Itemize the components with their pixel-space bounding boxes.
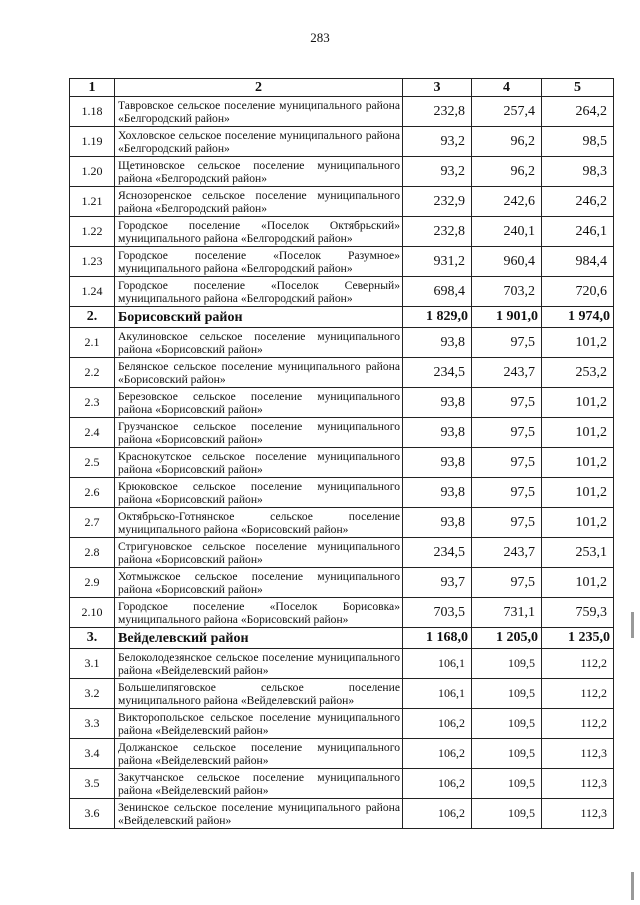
municipality-name: Белянское сельское поселение муниципального района «Борисовский район» <box>115 358 403 388</box>
value-col-4: 1 205,0 <box>472 628 542 649</box>
municipality-name: Городское поселение «Поселок Северный» муниципального района «Белгородский район» <box>115 277 403 307</box>
row-number: 1.22 <box>70 217 115 247</box>
value-col-3: 93,8 <box>403 388 472 418</box>
row-number: 3.2 <box>70 679 115 709</box>
table-row <box>70 598 614 628</box>
municipality-name: Викторопольское сельское поселение муниципального района «Вейделевский район» <box>115 709 403 739</box>
column-header-5: 5 <box>542 79 614 97</box>
municipality-name: Краснокутское сельское поселение муниципального района «Борисовский район» <box>115 448 403 478</box>
row-number: 3.1 <box>70 649 115 679</box>
value-col-4: 109,5 <box>472 799 542 829</box>
value-col-5: 253,2 <box>542 358 614 388</box>
value-col-3: 93,8 <box>403 478 472 508</box>
value-col-4: 97,5 <box>472 448 542 478</box>
value-col-3: 106,1 <box>403 679 472 709</box>
row-number: 2.10 <box>70 598 115 628</box>
municipality-name: Большелипяговское сельское поселение муниципального района «Вейделевский район» <box>115 679 403 709</box>
value-col-5: 101,2 <box>542 478 614 508</box>
value-col-5: 112,2 <box>542 709 614 739</box>
municipality-name: Крюковское сельское поселение муниципального района «Борисовский район» <box>115 478 403 508</box>
value-col-3: 232,8 <box>403 97 472 127</box>
municipality-name: Грузчанское сельское поселение муниципального района «Борисовский район» <box>115 418 403 448</box>
value-col-5: 253,1 <box>542 538 614 568</box>
value-col-5: 112,2 <box>542 679 614 709</box>
value-col-3: 703,5 <box>403 598 472 628</box>
table-row <box>70 508 614 538</box>
value-col-4: 97,5 <box>472 388 542 418</box>
value-col-3: 232,9 <box>403 187 472 217</box>
value-col-5: 101,2 <box>542 388 614 418</box>
table-row <box>70 679 614 709</box>
row-number: 1.18 <box>70 97 115 127</box>
value-col-3: 1 829,0 <box>403 307 472 328</box>
municipality-name: Акулиновское сельское поселение муниципального района «Борисовский район» <box>115 328 403 358</box>
value-col-3: 93,8 <box>403 418 472 448</box>
table-row <box>70 769 614 799</box>
value-col-5: 1 974,0 <box>542 307 614 328</box>
value-col-5: 101,2 <box>542 418 614 448</box>
table-row <box>70 448 614 478</box>
row-number: 2.2 <box>70 358 115 388</box>
value-col-3: 1 168,0 <box>403 628 472 649</box>
value-col-3: 93,2 <box>403 127 472 157</box>
table-row <box>70 217 614 247</box>
value-col-3: 106,2 <box>403 769 472 799</box>
scan-edge-mark <box>631 612 634 638</box>
table-row <box>70 127 614 157</box>
municipality-name: Вейделевский район <box>115 628 403 649</box>
row-number: 1.20 <box>70 157 115 187</box>
table-body <box>70 97 614 829</box>
row-number: 3. <box>70 628 115 649</box>
row-number: 3.3 <box>70 709 115 739</box>
value-col-4: 96,2 <box>472 127 542 157</box>
district-row <box>70 307 614 328</box>
value-col-3: 106,2 <box>403 799 472 829</box>
table-row <box>70 388 614 418</box>
table-row <box>70 568 614 598</box>
municipality-name: Закутчанское сельское поселение муниципального района «Вейделевский район» <box>115 769 403 799</box>
value-col-4: 257,4 <box>472 97 542 127</box>
value-col-3: 106,1 <box>403 649 472 679</box>
row-number: 2.4 <box>70 418 115 448</box>
table-row <box>70 247 614 277</box>
value-col-5: 98,3 <box>542 157 614 187</box>
value-col-4: 109,5 <box>472 709 542 739</box>
table-row <box>70 157 614 187</box>
value-col-4: 731,1 <box>472 598 542 628</box>
value-col-5: 759,3 <box>542 598 614 628</box>
value-col-3: 234,5 <box>403 538 472 568</box>
municipality-name: Яснозоренское сельское поселение муниципального района «Белгородский район» <box>115 187 403 217</box>
value-col-4: 703,2 <box>472 277 542 307</box>
value-col-3: 93,8 <box>403 448 472 478</box>
table-row <box>70 739 614 769</box>
municipality-name: Тавровское сельское поселение муниципального района «Белгородский район» <box>115 97 403 127</box>
table-row <box>70 277 614 307</box>
row-number: 1.21 <box>70 187 115 217</box>
row-number: 2.9 <box>70 568 115 598</box>
value-col-5: 101,2 <box>542 568 614 598</box>
value-col-4: 109,5 <box>472 739 542 769</box>
municipality-name: Борисовский район <box>115 307 403 328</box>
value-col-5: 112,3 <box>542 799 614 829</box>
table-row <box>70 478 614 508</box>
value-col-4: 109,5 <box>472 649 542 679</box>
value-col-4: 109,5 <box>472 679 542 709</box>
value-col-5: 720,6 <box>542 277 614 307</box>
table-row <box>70 328 614 358</box>
value-col-4: 1 901,0 <box>472 307 542 328</box>
value-col-5: 1 235,0 <box>542 628 614 649</box>
table-row <box>70 97 614 127</box>
value-col-4: 97,5 <box>472 328 542 358</box>
row-number: 2.3 <box>70 388 115 418</box>
municipality-name: Белоколодезянское сельское поселение муниципального района «Вейделевский район» <box>115 649 403 679</box>
value-col-4: 109,5 <box>472 769 542 799</box>
value-col-4: 240,1 <box>472 217 542 247</box>
value-col-5: 112,3 <box>542 739 614 769</box>
value-col-4: 242,6 <box>472 187 542 217</box>
municipality-name: Стригуновское сельское поселение муниципального района «Борисовский район» <box>115 538 403 568</box>
value-col-4: 97,5 <box>472 568 542 598</box>
row-number: 1.19 <box>70 127 115 157</box>
table-row <box>70 799 614 829</box>
value-col-5: 112,2 <box>542 649 614 679</box>
page-number: 283 <box>310 30 330 45</box>
table-row <box>70 358 614 388</box>
value-col-4: 243,7 <box>472 358 542 388</box>
district-row <box>70 628 614 649</box>
row-number: 1.24 <box>70 277 115 307</box>
value-col-3: 698,4 <box>403 277 472 307</box>
value-col-5: 101,2 <box>542 328 614 358</box>
municipality-name: Щетиновское сельское поселение муниципального района «Белгородский район» <box>115 157 403 187</box>
row-number: 2.1 <box>70 328 115 358</box>
column-header-1: 1 <box>70 79 115 97</box>
municipality-name: Городское поселение «Поселок Разумное» муниципального района «Белгородский район» <box>115 247 403 277</box>
municipality-name: Должанское сельское поселение муниципального района «Вейделевский район» <box>115 739 403 769</box>
row-number: 2.7 <box>70 508 115 538</box>
municipality-name: Зенинское сельское поселение муниципального района «Вейделевский район» <box>115 799 403 829</box>
table-row <box>70 538 614 568</box>
row-number: 3.4 <box>70 739 115 769</box>
value-col-3: 234,5 <box>403 358 472 388</box>
column-header-2: 2 <box>115 79 403 97</box>
value-col-3: 106,2 <box>403 709 472 739</box>
column-header-3: 3 <box>403 79 472 97</box>
row-number: 2.5 <box>70 448 115 478</box>
table-header-row <box>70 79 614 97</box>
value-col-5: 984,4 <box>542 247 614 277</box>
municipality-name: Хотмыжское сельское поселение муниципального района «Борисовский район» <box>115 568 403 598</box>
value-col-5: 246,1 <box>542 217 614 247</box>
value-col-3: 93,2 <box>403 157 472 187</box>
value-col-3: 93,7 <box>403 568 472 598</box>
value-col-3: 93,8 <box>403 508 472 538</box>
row-number: 3.5 <box>70 769 115 799</box>
row-number: 2. <box>70 307 115 328</box>
scan-edge-mark <box>631 872 634 900</box>
table-row <box>70 187 614 217</box>
municipality-name: Березовское сельское поселение муниципального района «Борисовский район» <box>115 388 403 418</box>
column-header-4: 4 <box>472 79 542 97</box>
value-col-3: 232,8 <box>403 217 472 247</box>
row-number: 3.6 <box>70 799 115 829</box>
value-col-4: 960,4 <box>472 247 542 277</box>
value-col-4: 97,5 <box>472 418 542 448</box>
row-number: 2.6 <box>70 478 115 508</box>
row-number: 2.8 <box>70 538 115 568</box>
value-col-3: 931,2 <box>403 247 472 277</box>
value-col-4: 96,2 <box>472 157 542 187</box>
municipality-name: Городское поселение «Поселок Октябрьский» муниципального района «Белгородский район» <box>115 217 403 247</box>
row-number: 1.23 <box>70 247 115 277</box>
budget-table <box>69 78 614 829</box>
value-col-5: 101,2 <box>542 508 614 538</box>
value-col-4: 97,5 <box>472 508 542 538</box>
value-col-3: 93,8 <box>403 328 472 358</box>
value-col-4: 97,5 <box>472 478 542 508</box>
table-row <box>70 418 614 448</box>
value-col-3: 106,2 <box>403 739 472 769</box>
value-col-5: 101,2 <box>542 448 614 478</box>
table-row <box>70 649 614 679</box>
table-row <box>70 709 614 739</box>
value-col-5: 246,2 <box>542 187 614 217</box>
municipality-name: Октябрьско-Готнянское сельское поселение муниципального района «Борисовский район» <box>115 508 403 538</box>
value-col-5: 264,2 <box>542 97 614 127</box>
municipality-name: Городское поселение «Поселок Борисовка» муниципального района «Борисовский район» <box>115 598 403 628</box>
value-col-4: 243,7 <box>472 538 542 568</box>
value-col-5: 112,3 <box>542 769 614 799</box>
value-col-5: 98,5 <box>542 127 614 157</box>
municipality-name: Хохловское сельское поселение муниципального района «Белгородский район» <box>115 127 403 157</box>
